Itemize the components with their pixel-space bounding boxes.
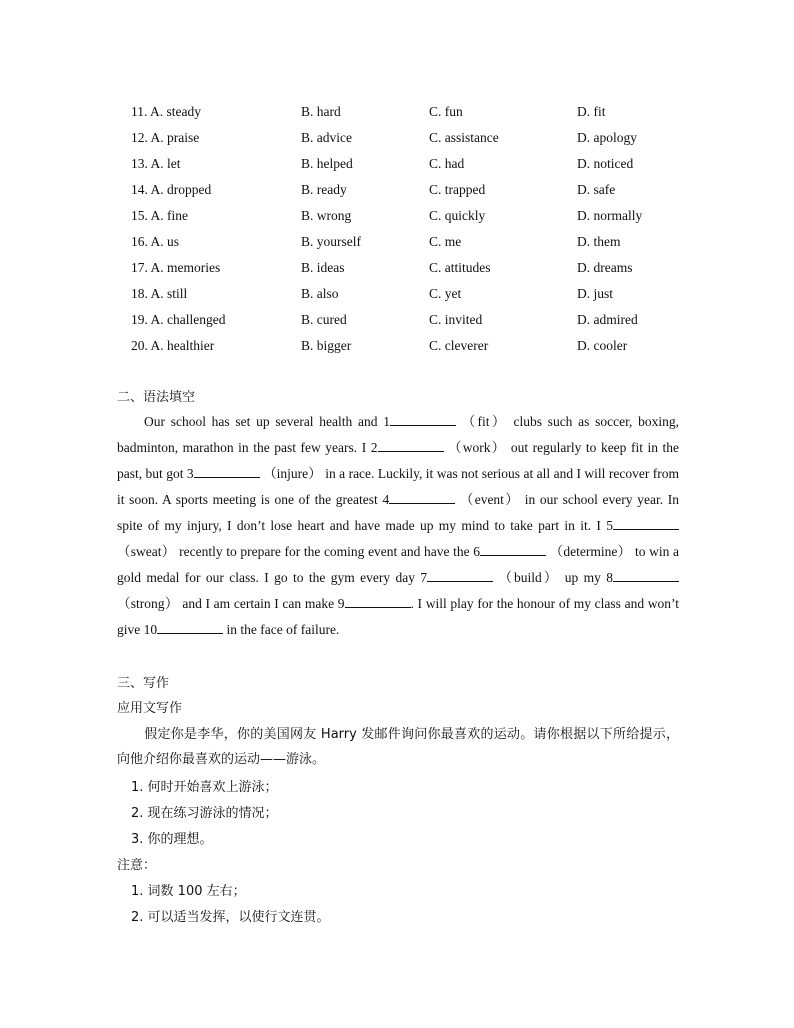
note-label: 注意：: [117, 858, 157, 873]
passage-text: up my 8: [564, 570, 613, 585]
prompt-point-2: 2. 现在练习游泳的情况；: [131, 806, 278, 821]
option-b: B. hard: [301, 104, 341, 119]
option-b: B. ready: [301, 182, 347, 197]
option-a: 12. A. praise: [131, 130, 200, 145]
blank-3[interactable]: [194, 465, 260, 478]
option-d: D. fit: [577, 104, 606, 119]
option-row: [131, 101, 691, 127]
option-c: C. trapped: [429, 182, 486, 197]
hint-4: （event）: [459, 492, 521, 507]
passage-text: to win a gold medal for our class. I go to the gym every day 7: [117, 544, 680, 585]
option-b: B. wrong: [301, 208, 352, 223]
blank-7[interactable]: [427, 569, 493, 582]
option-row: [131, 153, 691, 179]
passage-text: . I will play for the honour of my class and won’t give 10: [117, 596, 680, 637]
option-c: C. had: [429, 156, 465, 171]
option-d: D. noticed: [577, 156, 634, 171]
option-a: 11. A. steady: [131, 104, 202, 119]
option-row: [131, 231, 691, 257]
option-row: [131, 335, 691, 361]
passage-text: clubs such as soccer, boxing, badminton, marathon in the past few years. I 2: [117, 414, 680, 455]
passage-text: in a race. Luckily, it was not serious at all and I will recover from it soon. A sports meeting is one of the greatest 4: [117, 466, 680, 507]
option-d: D. admired: [577, 312, 638, 327]
passage-text: out regularly to keep fit in the past, but got 3: [117, 440, 680, 481]
option-c: C. quickly: [429, 208, 486, 223]
blank-6[interactable]: [480, 543, 546, 556]
passage-text: and I am certain I can make 9: [182, 596, 345, 611]
option-c: C. yet: [429, 286, 462, 301]
option-c: C. me: [429, 234, 462, 249]
hint-1: （fit）: [461, 414, 508, 429]
option-d: D. safe: [577, 182, 616, 197]
prompt-point-1: 1. 何时开始喜欢上游泳；: [131, 780, 278, 795]
option-a: 15. A. fine: [131, 208, 189, 223]
blank-9[interactable]: [345, 595, 411, 608]
hint-6: （determine）: [549, 544, 632, 559]
option-a: 13. A. let: [131, 156, 181, 171]
section3-heading: 三、写作: [117, 676, 170, 691]
option-row: [131, 179, 691, 205]
option-row: [131, 309, 691, 335]
option-d: D. them: [577, 234, 621, 249]
passage-text: Our school has set up several health and 1: [144, 414, 390, 429]
blank-8[interactable]: [613, 569, 679, 582]
option-d: D. apology: [577, 130, 637, 145]
option-d: D. cooler: [577, 338, 628, 353]
hint-3: （injure）: [263, 466, 322, 481]
option-a: 20. A. healthier: [131, 338, 215, 353]
note-2: 2. 可以适当发挥，以使行文连贯。: [131, 910, 330, 925]
blank-10[interactable]: [157, 621, 223, 634]
option-c: C. attitudes: [429, 260, 491, 275]
option-row: [131, 257, 691, 283]
hint-2: （work）: [448, 440, 507, 455]
option-c: C. fun: [429, 104, 463, 119]
writing-prompt: [117, 722, 679, 772]
option-b: B. advice: [301, 130, 352, 145]
option-c: C. invited: [429, 312, 483, 327]
hint-7: （build）: [498, 570, 560, 585]
option-d: D. dreams: [577, 260, 633, 275]
blank-4[interactable]: [389, 491, 455, 504]
option-d: D. just: [577, 286, 614, 301]
hint-8: （strong）: [117, 596, 179, 611]
cloze-passage: [117, 409, 679, 643]
option-b: B. yourself: [301, 234, 361, 249]
prompt-point-3: 3. 你的理想。: [131, 832, 213, 847]
option-row: [131, 283, 691, 309]
note-1: 1. 词数 100 左右；: [131, 884, 246, 899]
option-a: 17. A. memories: [131, 260, 221, 275]
option-b: B. cured: [301, 312, 347, 327]
option-c: C. cleverer: [429, 338, 489, 353]
option-row: [131, 127, 691, 153]
passage-text: in the face of failure.: [226, 622, 340, 637]
option-b: B. helped: [301, 156, 353, 171]
option-a: 14. A. dropped: [131, 182, 212, 197]
passage-text: in our school every year. In spite of my injury, I don’t lose heart and have made up my mind to take part in it. I 5: [117, 492, 680, 533]
option-d: D. normally: [577, 208, 643, 223]
writing-subheading: 应用文写作: [117, 701, 183, 716]
prompt-text: 假定你是李华，你的美国网友 Harry 发邮件询问你最喜欢的运动。请你根据以下所给提示，向他介绍你最喜欢的运动——游泳。: [117, 727, 679, 767]
option-b: B. also: [301, 286, 339, 301]
answer-options: [131, 101, 691, 361]
option-a: 19. A. challenged: [131, 312, 226, 327]
option-b: B. bigger: [301, 338, 352, 353]
section2-heading: 二、语法填空: [117, 390, 196, 405]
hint-5: （sweat）: [117, 544, 176, 559]
blank-1[interactable]: [390, 413, 456, 426]
option-a: 16. A. us: [131, 234, 180, 249]
option-b: B. ideas: [301, 260, 345, 275]
option-a: 18. A. still: [131, 286, 188, 301]
option-c: C. assistance: [429, 130, 499, 145]
blank-5[interactable]: [613, 517, 679, 530]
passage-text: recently to prepare for the coming event and have the 6: [179, 544, 481, 559]
blank-2[interactable]: [378, 439, 444, 452]
option-row: [131, 205, 691, 231]
